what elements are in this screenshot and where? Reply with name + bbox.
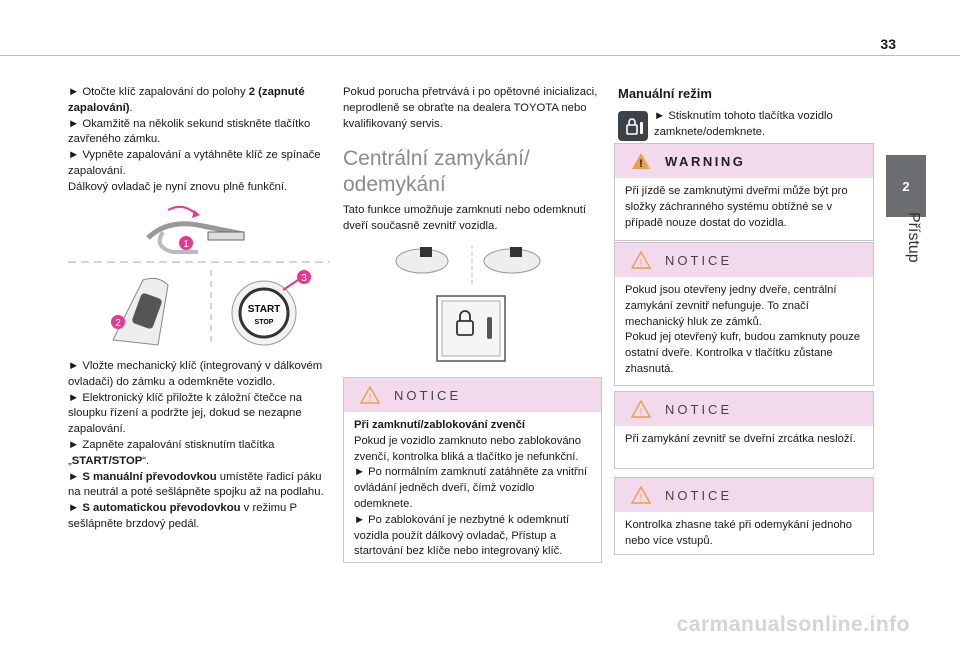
notice-label: NOTICE — [665, 252, 733, 268]
notice-label: NOTICE — [665, 401, 733, 417]
svg-text:!: ! — [639, 158, 643, 170]
notice-text: Pokud jsou otevřeny jedny dveře, centrální zamykání zevnitř nefunguje. To značí mechanický hluk ze zámků. — [625, 284, 837, 328]
col2-intro: Pokud porucha přetrvává i po opětovné inicializaci, neprodleně se obraťte na dealera TOYOTA nebo kvalifikovaný servis. — [343, 86, 598, 130]
callout-1: 1 — [183, 239, 189, 250]
manual-mode-text: ► Stisknutím tohoto tlačítka vozidlo zamknete/odemknete. — [654, 110, 833, 138]
header-rule — [0, 55, 960, 56]
section-description: Tato funkce umožňuje zamknutí nebo odemknutí dveří současně zevnitř vozidla. — [343, 204, 587, 232]
svg-text:!: ! — [368, 393, 372, 404]
col1b-line: ► S manuální převodovkou umístěte řadicí páku na neutrál a poté sešlápněte spojku až na podlahu. — [68, 470, 324, 499]
callout-2: 2 — [115, 318, 121, 329]
chapter-number: 2 — [902, 178, 910, 194]
warning-box — [614, 143, 874, 241]
notice-box-lock-outside — [343, 377, 602, 563]
stop-label: STOP — [254, 319, 274, 326]
notice-heading: Při zamknutí/zablokování zvenčí — [354, 419, 525, 431]
col1b-line: ► S automatickou převodovkou v režimu P sešlápněte brzdový pedál. — [68, 502, 297, 530]
door-lock-illustration — [392, 243, 552, 373]
svg-text:!: ! — [639, 407, 643, 418]
notice-box-doors-open — [614, 242, 874, 386]
col1b-text — [68, 359, 330, 533]
chapter-label: Přístup — [905, 212, 922, 263]
svg-text:!: ! — [639, 258, 643, 269]
col1-line: ► Vypněte zapalování a vytáhněte klíč ze spínače zapalování. — [68, 149, 321, 177]
notice-text: Pokud jej otevřený kufr, budou zamknuty pouze ostatní dveře. Kontrolka v tlačítku zůstane zhasnutá. — [625, 331, 861, 375]
notice-text: Kontrolka zhasne také při odemykání jednoho nebo více vstupů. — [625, 519, 853, 547]
notice-box-indicator — [614, 477, 874, 555]
manual-mode-title: Manuální režim — [618, 86, 712, 101]
col1-line: ► Otočte klíč zapalování do polohy 2 (zapnuté zapalování). — [68, 86, 305, 114]
warning-icon — [631, 152, 651, 170]
col1-line: Dálkový ovladač je nyní znovu plně funkční. — [68, 180, 288, 193]
notice-box-mirrors — [614, 391, 874, 469]
notice-text: Pokud je vozidlo zamknuto nebo zablokováno zvenčí, kontrolka bliká a tlačítko je nefunkční. — [354, 434, 582, 463]
section-title: Centrální zamykání/ odemykání — [343, 147, 530, 196]
key-illustration — [68, 200, 330, 350]
svg-text:!: ! — [639, 493, 643, 504]
col1-line: ► Okamžitě na několik sekund stiskněte tlačítko zavřeného zámku. — [68, 117, 311, 146]
warning-text: Při jízdě se zamknutými dveřmi může být pro složky záchranného systému obtížné se v případě nouze dostat do vozidla. — [625, 185, 848, 229]
page-number: 33 — [880, 36, 896, 52]
notice-icon — [631, 251, 651, 269]
chapter-tab[interactable] — [886, 155, 926, 217]
notice-label: NOTICE — [394, 387, 462, 403]
chapter-label-container — [870, 212, 950, 272]
notice-text: Při zamykání zevnitř se dveřní zrcátka nesloží. — [625, 433, 856, 445]
notice-label: NOTICE — [665, 487, 733, 503]
start-label: START — [247, 304, 281, 315]
col1b-line: ► Vložte mechanický klíč (integrovaný v dálkovém ovladači) do zámku a odemkněte vozidlo. — [68, 360, 323, 388]
notice-icon — [631, 400, 651, 418]
notice-icon — [631, 486, 651, 504]
notice-icon — [360, 386, 380, 404]
col1b-line: ► Elektronický klíč přiložte k záložní čtečce na sloupku řízení a podržte jej, dokud se nezapne zapalování. — [68, 391, 303, 436]
warning-label: WARNING — [665, 153, 746, 169]
col1-text — [68, 85, 330, 196]
notice-bullet: ► Po zablokování je nezbytné k odemknutí vozidla použít dálkový ovladač, Přístup a startování bez klíče nebo integrovaný klíč. — [354, 513, 570, 558]
lock-button-icon — [618, 111, 648, 141]
notice-bullet: ► Po normálním zamknutí zatáhněte za vnitřní ovládání jedněch dveří, čímž vozidlo odemknete. — [354, 466, 588, 510]
col1b-line: ► Zapněte zapalování stisknutím tlačítka „START/STOP“. — [68, 438, 275, 467]
callout-3: 3 — [301, 273, 307, 284]
